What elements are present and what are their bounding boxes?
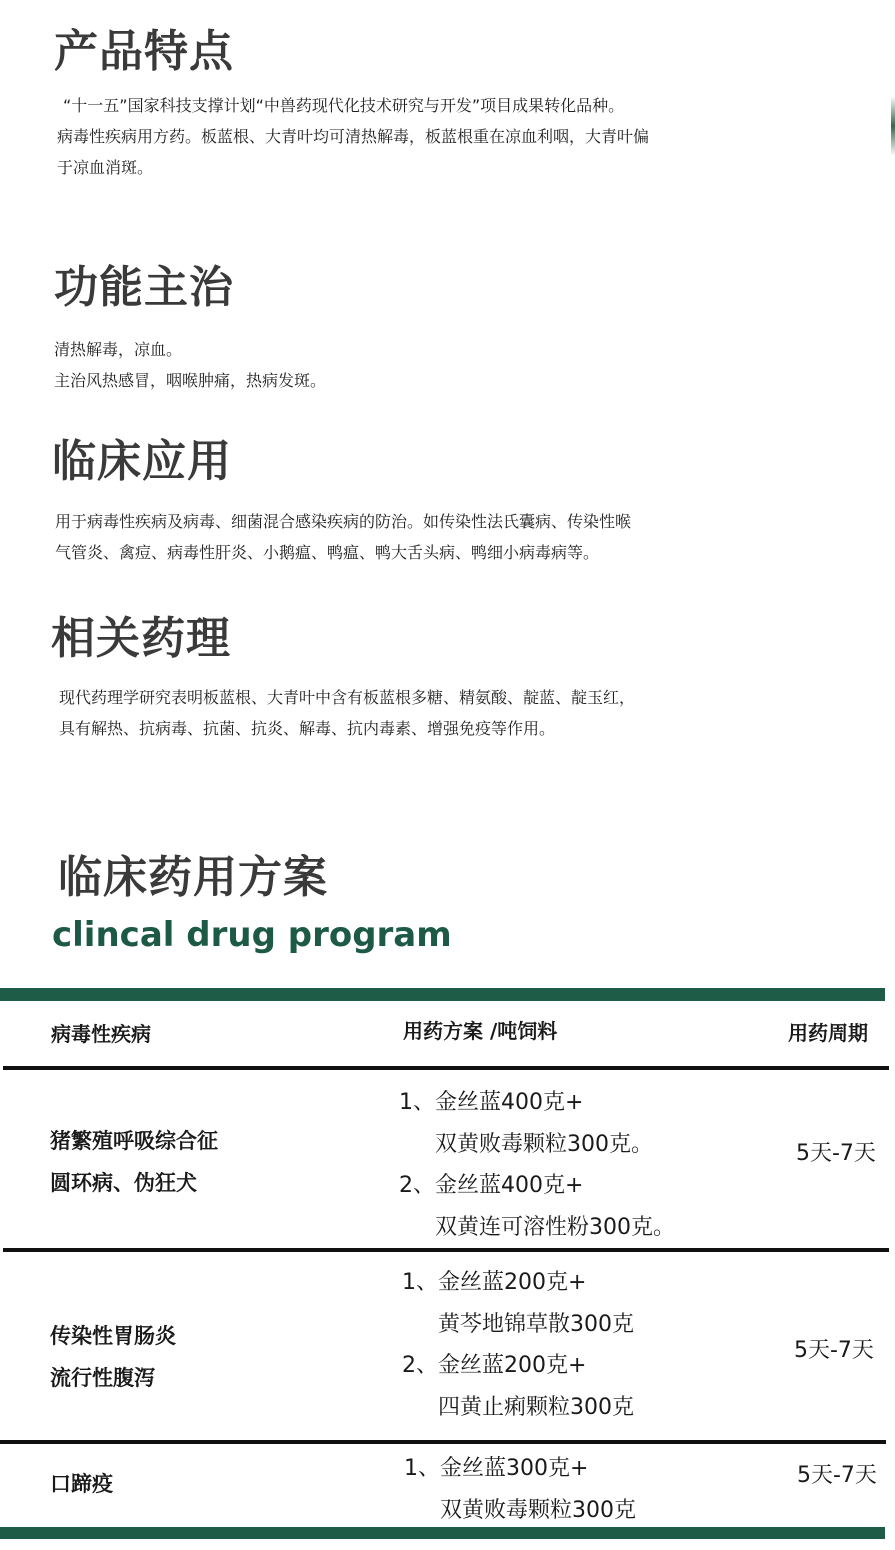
plan-line: 黄芩地锦草散300克 xyxy=(438,1311,634,1337)
program-title: 临床药用方案 xyxy=(58,852,328,903)
section-title-clinical: 临床应用 xyxy=(52,436,232,487)
table-row-plan xyxy=(399,1082,675,1248)
table-row-disease xyxy=(50,1315,176,1399)
function-line: 主治风热感冒，咽喉肿痛，热病发斑。 xyxy=(54,371,327,390)
column-header-disease: 病毒性疾病 xyxy=(51,1022,151,1046)
disease-name: 传染性胃肠炎 xyxy=(50,1324,176,1348)
plan-line: 1、金丝蓝400克+ xyxy=(399,1090,584,1115)
table-row-disease xyxy=(50,1120,218,1204)
clinical-text xyxy=(55,506,631,568)
clinical-line: 气管炎、禽痘、病毒性肝炎、小鹅瘟、鸭瘟、鸭大舌头病、鸭细小病毒病等。 xyxy=(55,543,600,562)
table-row-disease xyxy=(50,1463,113,1505)
program-subtitle: clincal drug program xyxy=(52,915,452,955)
table-row-cycle: 5天-7天 xyxy=(797,1463,877,1488)
table-top-band xyxy=(0,988,885,1001)
plan-line: 双黄败毒颗粒300克。 xyxy=(435,1131,653,1157)
disease-name: 口蹄疫 xyxy=(50,1472,113,1496)
plan-line: 1、金丝蓝300克+ xyxy=(404,1456,589,1481)
row-divider xyxy=(3,1248,889,1252)
function-line: 清热解毒，凉血。 xyxy=(54,340,183,359)
disease-name: 流行性腹泻 xyxy=(50,1366,155,1390)
plan-line: 双黄败毒颗粒300克 xyxy=(440,1497,636,1523)
pharmacology-line: 现代药理学研究表明板蓝根、大青叶中含有板蓝根多糖、精氨酸、靛蓝、靛玉红， xyxy=(59,688,636,707)
section-title-function: 功能主治 xyxy=(54,262,234,313)
right-edge-decoration xyxy=(891,96,895,156)
plan-line: 双黄连可溶性粉300克。 xyxy=(435,1214,675,1240)
table-row-cycle: 5天-7天 xyxy=(796,1141,876,1166)
header-divider xyxy=(3,1066,889,1070)
features-line: “十一五”国家科技支撑计划“中兽药现代化技术研究与开发”项目成果转化品种。 xyxy=(63,96,625,115)
row-divider xyxy=(0,1440,886,1444)
function-text xyxy=(54,334,326,396)
pharmacology-text xyxy=(59,682,635,744)
features-line: 病毒性疾病用方药。板蓝根、大青叶均可清热解毒，板蓝根重在凉血利咽，大青叶偏 xyxy=(57,127,650,146)
disease-name: 猪繁殖呼吸综合征 xyxy=(50,1129,218,1153)
features-line: 于凉血消斑。 xyxy=(57,158,154,177)
clinical-line: 用于病毒性疾病及病毒、细菌混合感染疾病的防治。如传染性法氏囊病、传染性喉 xyxy=(55,512,632,531)
table-row-plan xyxy=(404,1448,636,1531)
section-title-pharmacology: 相关药理 xyxy=(51,613,231,664)
plan-line: 四黄止痢颗粒300克 xyxy=(438,1394,634,1420)
plan-line: 2、金丝蓝400克+ xyxy=(399,1173,584,1198)
disease-name: 圆环病、伪狂犬 xyxy=(50,1171,197,1195)
plan-line: 2、金丝蓝200克+ xyxy=(402,1353,587,1378)
plan-line: 1、金丝蓝200克+ xyxy=(402,1270,587,1295)
table-row-cycle: 5天-7天 xyxy=(794,1338,874,1363)
features-text xyxy=(57,90,649,183)
section-title-features: 产品特点 xyxy=(54,26,234,77)
column-header-cycle: 用药周期 xyxy=(788,1021,868,1045)
column-header-plan: 用药方案 /吨饲料 xyxy=(403,1019,558,1043)
pharmacology-line: 具有解热、抗病毒、抗菌、抗炎、解毒、抗内毒素、增强免疫等作用。 xyxy=(59,719,556,738)
table-row-plan xyxy=(402,1262,634,1428)
